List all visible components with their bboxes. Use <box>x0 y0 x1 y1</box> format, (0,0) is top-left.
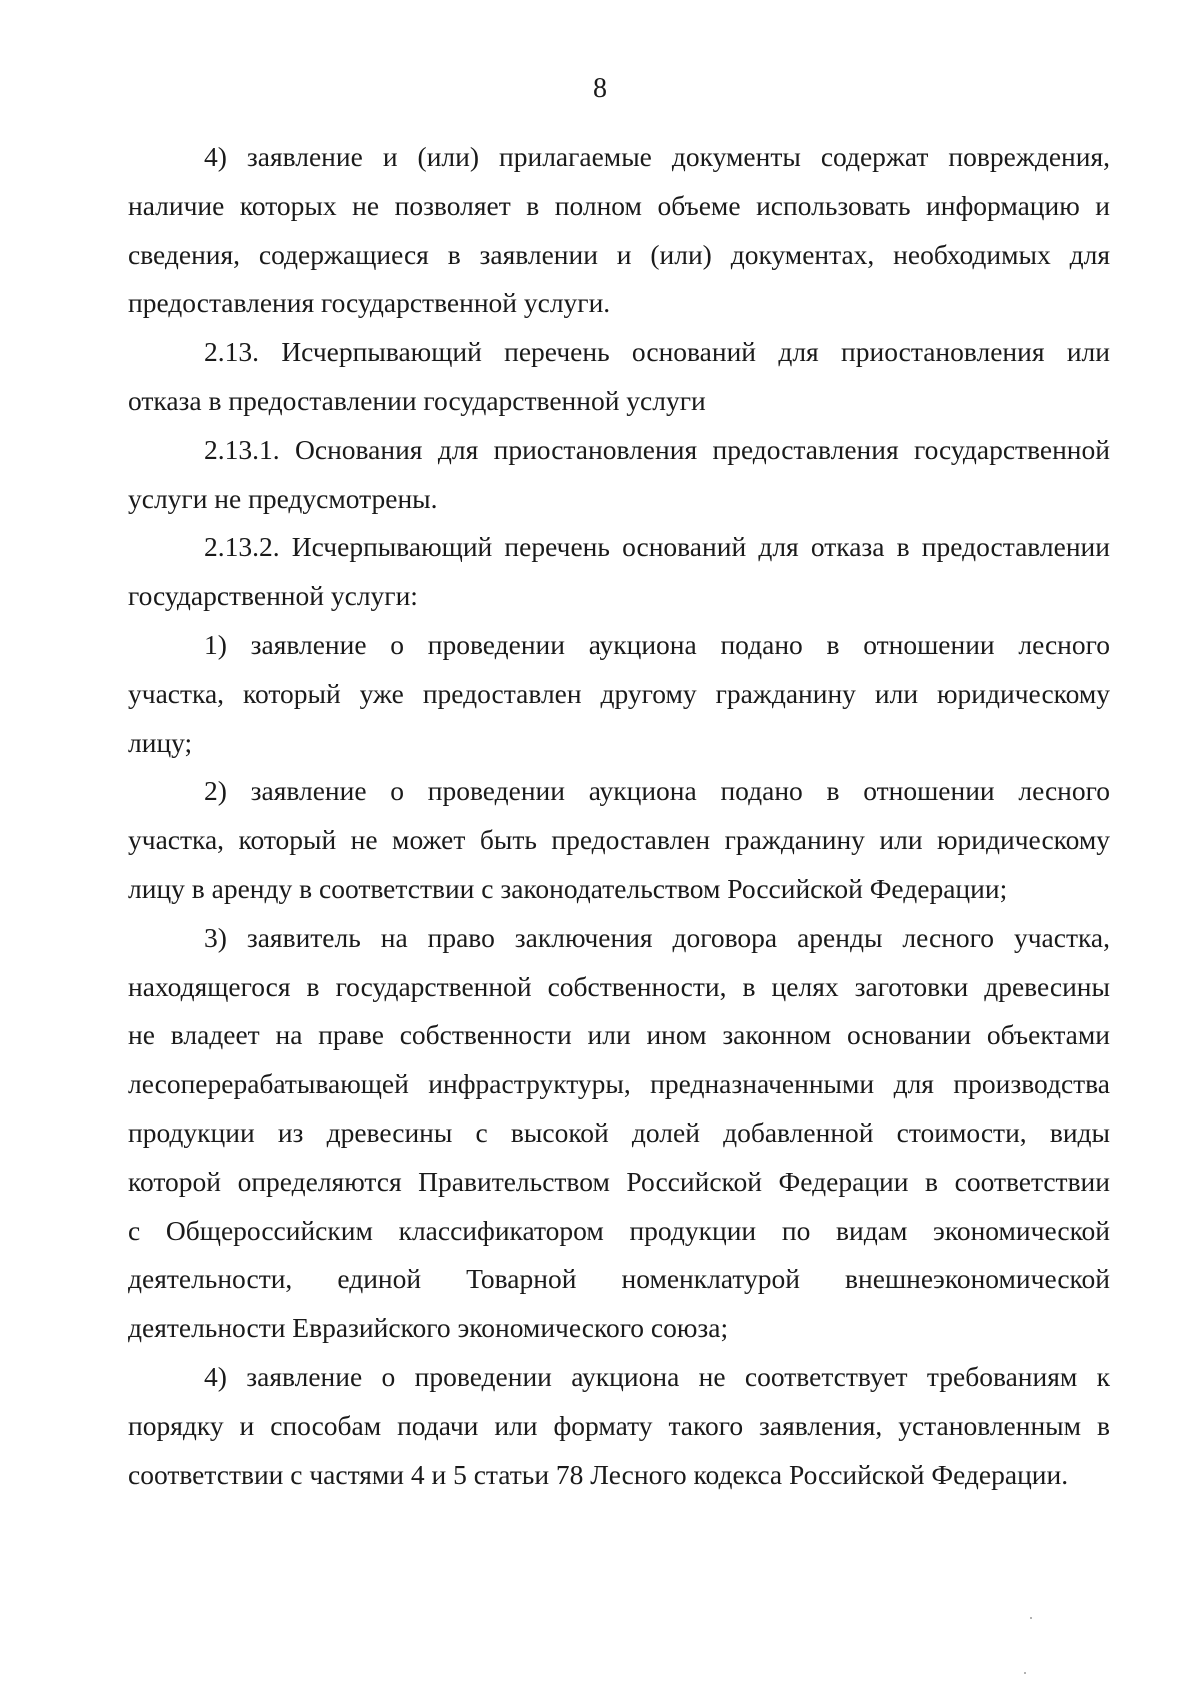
text-line: соответствии с частями 4 и 5 статьи 78 Лесного кодекса Российской Федерации. <box>128 1458 1069 1490</box>
text-line: 2.13.1. Основания для приостановления предоставления государственной <box>204 433 1110 465</box>
text-line: 2.13. Исчерпывающий перечень оснований для приостановления или <box>204 336 1110 368</box>
paragraph-refusal-item-2 <box>128 767 1110 913</box>
paragraph-section-2-13-2 <box>128 523 1110 621</box>
text-line: участка, который не может быть предоставлен гражданину или юридическому <box>128 824 1110 856</box>
text-line: 4) заявление о проведении аукциона не соответствует требованиям к <box>204 1360 1110 1392</box>
paragraph-item-4-damaged-docs <box>128 133 1110 328</box>
text-line: порядку и способам подачи или формату такого заявления, установленным в <box>128 1409 1110 1441</box>
text-line: сведения, содержащиеся в заявлении и (или) документах, необходимых для <box>128 238 1110 270</box>
paragraph-section-2-13-heading <box>128 328 1110 426</box>
text-line: деятельности Евразийского экономического союза; <box>128 1312 729 1344</box>
text-line: отказа в предоставлении государственной услуги <box>128 384 706 416</box>
text-line: находящегося в государственной собственности, в целях заготовки древесины <box>128 970 1110 1002</box>
text-line: 1) заявление о проведении аукциона подано в отношении лесного <box>204 628 1110 660</box>
paragraph-section-2-13-1 <box>128 426 1110 524</box>
text-line: наличие которых не позволяет в полном объеме использовать информацию и <box>128 189 1110 221</box>
paragraph-refusal-item-4 <box>128 1353 1110 1499</box>
text-line: предоставления государственной услуги. <box>128 287 611 319</box>
document-body <box>128 133 1110 1499</box>
text-line: услуги не предусмотрены. <box>128 482 438 514</box>
text-line: с Общероссийским классификатором продукции по видам экономической <box>128 1214 1110 1246</box>
scan-speck <box>1024 1672 1026 1674</box>
text-line: которой определяются Правительством Российской Федерации в соответствии <box>128 1165 1110 1197</box>
text-line: лесоперерабатывающей инфраструктуры, предназначенными для производства <box>128 1068 1110 1100</box>
text-line: 2) заявление о проведении аукциона подано в отношении лесного <box>204 775 1110 807</box>
text-line: 3) заявитель на право заключения договора аренды лесного участка, <box>204 921 1110 953</box>
text-line: участка, который уже предоставлен другому гражданину или юридическому <box>128 677 1110 709</box>
text-line: лицу в аренду в соответствии с законодательством Российской Федерации; <box>128 872 1008 904</box>
text-line: деятельности, единой Товарной номенклатурой внешнеэкономической <box>128 1263 1110 1295</box>
text-line: лицу; <box>128 726 193 758</box>
text-line: государственной услуги: <box>128 580 418 612</box>
page-number: 8 <box>593 73 607 104</box>
text-line: 2.13.2. Исчерпывающий перечень оснований для отказа в предоставлении <box>204 531 1110 563</box>
paragraph-refusal-item-3 <box>128 914 1110 1353</box>
text-line: 4) заявление и (или) прилагаемые документы содержат повреждения, <box>204 141 1110 172</box>
text-line: не владеет на праве собственности или ином законном основании объектами <box>128 1019 1110 1051</box>
scan-speck <box>1030 1617 1032 1619</box>
paragraph-refusal-item-1 <box>128 621 1110 767</box>
text-line: продукции из древесины с высокой долей добавленной стоимости, виды <box>128 1116 1110 1148</box>
